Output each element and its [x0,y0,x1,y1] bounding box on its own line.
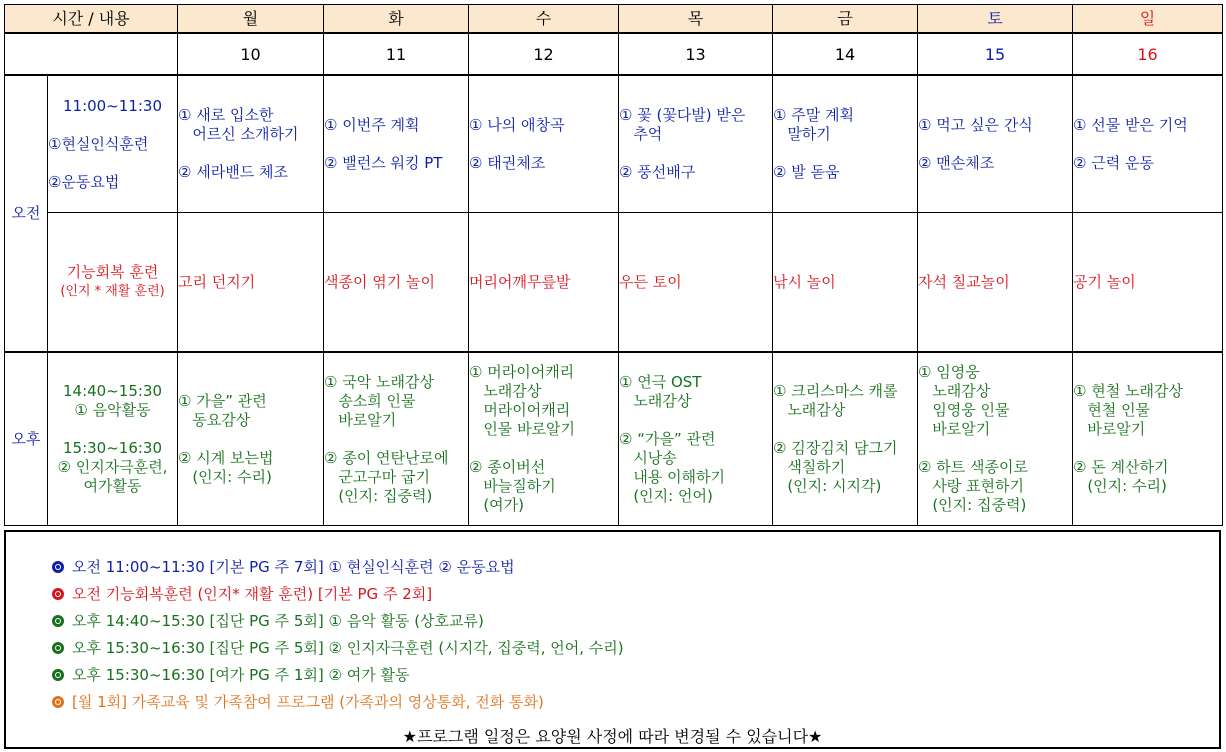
date-row-label [5,33,178,75]
am-cell-thu [619,75,773,213]
cell-line: ① 꽃 (꽃다발) 받은 [619,106,746,124]
pm-item-2a: ② 인지자극훈련, [57,458,168,476]
cell-line: 인물 바로알기 [469,420,576,438]
cell-line: 노래감상 [918,382,991,400]
day-header-wed: 수 [469,5,619,34]
cell-line: 동요감상 [178,410,251,429]
legend-text: 오전 기능회복훈련 (인지* 재활 훈련) [기본 PG 주 2회] [72,585,433,603]
cell-line [619,411,772,430]
cell-line: 송소희 인물 [324,391,416,410]
rehab-cell-sun: 공기 놀이 [1073,213,1223,353]
cell-line: 머라이어캐리 [469,401,571,419]
header-row [5,5,1223,34]
cell-line: ① 새로 입소한 [178,106,274,124]
cell-line: ② 돈 계산하기 [1073,458,1169,476]
bullet-dot-icon [52,561,64,573]
cell-line: (인지: 집중력) [324,486,433,505]
date-sun: 16 [1073,33,1223,75]
pm-program-row [5,352,1223,526]
pm-cell-mon [178,352,324,526]
cell-line: ① 가을” 관련 [178,391,267,410]
pm-cell-wed [469,352,619,526]
cell-line [1073,135,1222,154]
am-item-1: ①현실인식훈련 [48,134,149,153]
cell-line: 군고구마 굽기 [324,467,431,486]
cell-line: 임영웅 인물 [918,401,1010,419]
cell-line [324,135,468,154]
legend-item [52,556,515,577]
cell-line: 현철 인물 [1073,401,1151,419]
bullet-dot-icon [52,696,64,708]
date-tue: 11 [324,33,469,75]
cell-line: (인지: 시지각) [773,477,882,495]
am-label: 오전 [5,75,48,352]
cell-line [619,144,772,163]
am-program-desc [48,75,178,213]
cell-line [1073,439,1222,458]
cell-line: ② 풍선배구 [619,163,696,181]
cell-line: (인지: 수리) [178,467,272,486]
legend-item [52,583,432,604]
day-header-sat: 토 [918,5,1073,34]
cell-line [918,439,1072,458]
cell-line: ① 나의 애창곡 [469,115,565,134]
rehab-label: 기능회복 훈련 [66,263,159,281]
pm-time-1: 14:40~15:30 [62,382,163,400]
cell-line: ① 국악 노래감상 [324,372,434,391]
cell-line: ① 연극 OST [619,372,702,391]
cell-line: 색칠하기 [773,458,846,476]
schedule-notice: ★프로그램 일정은 요양원 사정에 따라 변경될 수 있습니다★ [402,727,823,746]
cell-line: ① 먹고 싶은 간식 [918,115,1033,134]
legend-text: 오후 14:40~15:30 [집단 PG 주 5회] ① 음악 활동 (상호교류) [72,612,484,630]
cell-line [324,430,468,449]
cell-line: (인지: 집중력) [918,496,1027,514]
cell-line: ② 맨손체조 [918,153,995,172]
cell-line: ② 밸런스 워킹 PT [324,153,443,172]
cell-line: ② 시계 보는법 [178,448,274,467]
cell-line [773,144,917,163]
legend-item [52,610,484,631]
rehab-desc [48,213,178,353]
cell-line: ② 김장김치 담그기 [773,439,898,457]
cell-line [469,439,618,458]
cell-line: ② 태권체조 [469,153,546,172]
cell-line: ① 이번주 계획 [324,115,420,134]
cell-line: ② 종이 연탄난로에 [324,448,449,467]
legend-text: [월 1회] 가족교육 및 가족참여 프로그램 (가족과의 영상통화, 전화 통화) [72,693,544,711]
cell-line: ② 종이버선 [469,458,546,476]
time-content-header: 시간 / 내용 [5,5,178,34]
cell-line: ① 주말 계획 [773,106,854,124]
cell-line [178,144,323,163]
rehab-cell-fri: 낚시 놀이 [773,213,918,353]
cell-line [469,135,618,154]
rehab-cell-mon: 고리 던지기 [178,213,324,353]
am-cell-fri [773,75,918,213]
rehab-cell-thu: 우든 토이 [619,213,773,353]
pm-label: 오후 [5,352,48,526]
cell-line: 시낭송 [619,448,677,467]
am-time: 11:00~11:30 [62,96,163,115]
legend-text: 오후 15:30~16:30 [여가 PG 주 1회] ② 여가 활동 [72,666,410,684]
date-fri: 14 [773,33,918,75]
rehab-sub: (인지 * 재활 훈련) [60,284,165,299]
cell-line [918,135,1072,154]
day-header-tue: 화 [324,5,469,34]
cell-line [178,430,323,449]
date-wed: 12 [469,33,619,75]
cell-line: 내용 이해하기 [619,467,726,486]
cell-line: ① 선물 받은 기억 [1073,115,1188,134]
legend-text: 오후 15:30~16:30 [집단 PG 주 5회] ② 인지자극훈련 (시지각, 집중력, 언어, 수리) [72,639,624,657]
date-row [5,33,1223,75]
am-cell-sun [1073,75,1223,213]
day-header-sun: 일 [1073,5,1223,34]
cell-line: 노래감상 [773,401,846,419]
day-header-fri: 금 [773,5,918,34]
cell-line: (인지: 수리) [1073,477,1167,495]
cell-line: ② 하트 색종이로 [918,458,1028,476]
pm-item-1: ① 음악활동 [74,401,151,419]
am-cell-mon [178,75,324,213]
bullet-dot-icon [52,642,64,654]
pm-program-desc [48,352,178,526]
pm-cell-sat [918,352,1073,526]
day-header-mon: 월 [178,5,324,34]
cell-line: ① 머라이어캐리 [469,363,575,381]
weekly-schedule-table [4,4,1223,526]
date-mon: 10 [178,33,324,75]
legend-text: 오전 11:00~11:30 [기본 PG 주 7회] ① 현실인식훈련 ② 운동요법 [72,558,515,576]
legend-item [52,637,624,658]
cell-line: 말하기 [773,125,831,143]
cell-line: (여가) [469,496,525,514]
day-header-thu: 목 [619,5,773,34]
legend-item [52,691,544,712]
date-thu: 13 [619,33,773,75]
rehab-row [5,213,1223,353]
am-cell-tue [324,75,469,213]
cell-line: 사랑 표현하기 [918,477,1025,495]
cell-line: ② 세라밴드 체조 [178,163,288,181]
cell-line: 바로알기 [1073,420,1146,438]
bullet-dot-icon [52,669,64,681]
pm-cell-tue [324,352,469,526]
cell-line: 바로알기 [324,410,397,429]
legend-box [4,530,1221,749]
rehab-cell-wed: 머리어깨무릎발 [469,213,619,353]
cell-line: 어르신 소개하기 [178,125,299,143]
bullet-dot-icon [52,588,64,600]
cell-line: 노래감상 [469,382,542,400]
cell-line: (인지: 언어) [619,486,713,505]
rehab-cell-tue: 색종이 엮기 놀이 [324,213,469,353]
cell-line: ② “가을” 관련 [619,429,716,448]
cell-line: 추억 [619,125,663,143]
cell-line: ② 발 돋움 [773,163,840,181]
cell-line: ② 근력 운동 [1073,153,1154,172]
pm-cell-fri [773,352,918,526]
date-sat: 15 [918,33,1073,75]
pm-item-2b: 여가활동 [83,477,142,495]
am-program-row [5,75,1223,213]
bullet-dot-icon [52,615,64,627]
pm-cell-sun [1073,352,1223,526]
cell-line: 바로알기 [918,420,991,438]
cell-line: ① 현철 노래감상 [1073,382,1183,400]
cell-line: ① 임영웅 [918,363,980,381]
am-cell-sat [918,75,1073,213]
cell-line [773,420,917,439]
rehab-cell-sat: 자석 칠교놀이 [918,213,1073,353]
cell-line: ① 크리스마스 캐롤 [773,382,898,400]
legend-item [52,664,409,685]
pm-cell-thu [619,352,773,526]
am-cell-wed [469,75,619,213]
cell-line: 노래감상 [619,391,692,410]
cell-line: 바늘질하기 [469,477,556,495]
pm-time-2: 15:30~16:30 [62,439,163,457]
am-item-2: ②운동요법 [48,172,120,191]
